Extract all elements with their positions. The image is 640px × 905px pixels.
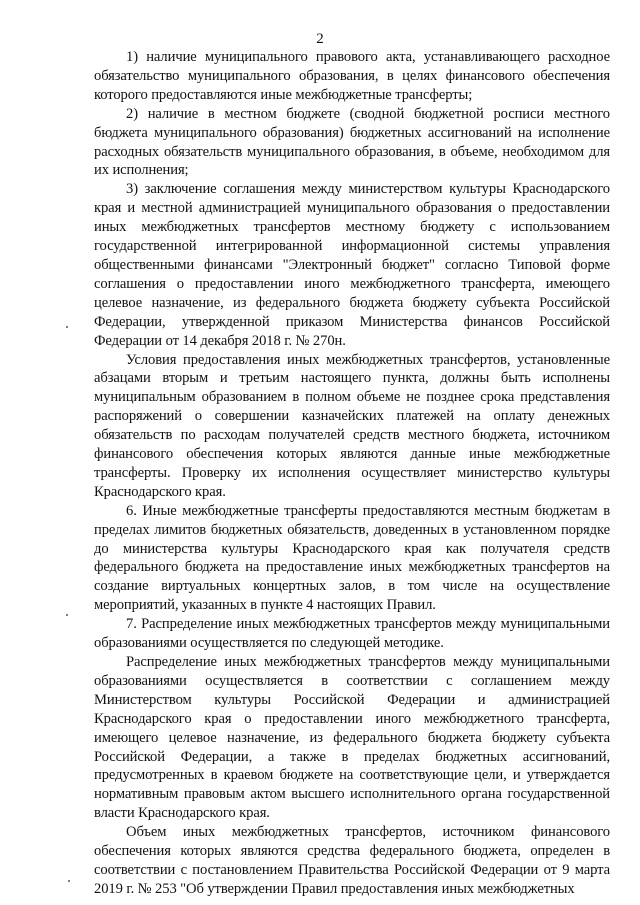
document-body <box>94 48 610 899</box>
scan-speck <box>66 614 68 616</box>
paragraph-item-6: 6. Иные межбюджетные трансферты предоставляются местным бюджетам в пределах лимитов бюджетных обязательств, доведенных в установленном порядке до министерства культуры Краснодарского края как получателя средств федерального бюджета на предоставление иных межбюджетных трансфертов на создание виртуальных концертных залов, в том числе на осуществление мероприятий, указанных в пункте 4 настоящих Правил. <box>94 502 610 614</box>
scan-speck <box>68 880 70 882</box>
page-number: 2 <box>316 31 324 47</box>
scan-speck <box>66 326 68 328</box>
paragraph-condition-2: 2) наличие в местном бюджете (сводной бюджетной росписи местного бюджета муниципального образования) бюджетных ассигнований на исполнение расходных обязательств муниципального образования, в объеме, необходимом для их исполнения; <box>94 105 610 179</box>
paragraph-item-7: 7. Распределение иных межбюджетных трансфертов между муниципальными образованиями осуществляется по следующей методике. <box>94 616 610 652</box>
paragraph-distribution: Распределение иных межбюджетных трансфертов между муниципальными образованиями осуществляется в соответствии с соглашением между Министерством культуры Российской Федерации и администрацией Краснодарского края о предоставлении иного межбюджетного трансферта, имеющего целевое назначение, из федерального бюджета бюджету субъекта Российской Федерации, а также в пределах бюджетных ассигнований, предусмотренных в краевом бюджете на соответствующие цели, и утверждается нормативным правовым актом высшего исполнительного органа государственной власти Краснодарского края. <box>94 654 610 822</box>
paragraph-condition-1: 1) наличие муниципального правового акта, устанавливающего расходное обязательство муниципального образования, в целях финансового обеспечения которого предоставляются иные межбюджетные трансферты; <box>94 49 610 103</box>
paragraph-condition-3: 3) заключение соглашения между министерством культуры Краснодарского края и местной администрацией муниципального образования о предоставлении иных межбюджетных трансфертов местному бюджету с использованием государственной интегрированной информационной системы управления общественными финансами "Электронный бюджет" согласно Типовой форме соглашения о предоставлении иного межбюджетного трансферта, имеющего целевое назначение, из федерального бюджета бюджету субъекта Российской Федерации, утвержденной приказом Министерства финансов Российской Федерации от 14 декабря 2018 г. № 270н. <box>94 181 610 349</box>
paragraph-volume: Объем иных межбюджетных трансфертов, источником финансового обеспечения которых являются средства федерального бюджета, определен в соответствии с постановлением Правительства Российской Федерации от 9 марта 2019 г. № 253 "Об утверждении Правил предоставления иных межбюджетных <box>94 824 610 897</box>
paragraph-conditions-deadline: Условия предоставления иных межбюджетных трансфертов, установленные абзацами вторым и третьим настоящего пункта, должны быть исполнены муниципальным образованием в полном объеме не позднее срока представления распоряжений о совершении казначейских платежей на оплату денежных обязательств по расходам получателей средств местного бюджета, источником финансового обеспечения которых являются данные иные межбюджетные трансферты. Проверку их исполнения осуществляет министерство культуры Краснодарского края. <box>94 351 610 500</box>
